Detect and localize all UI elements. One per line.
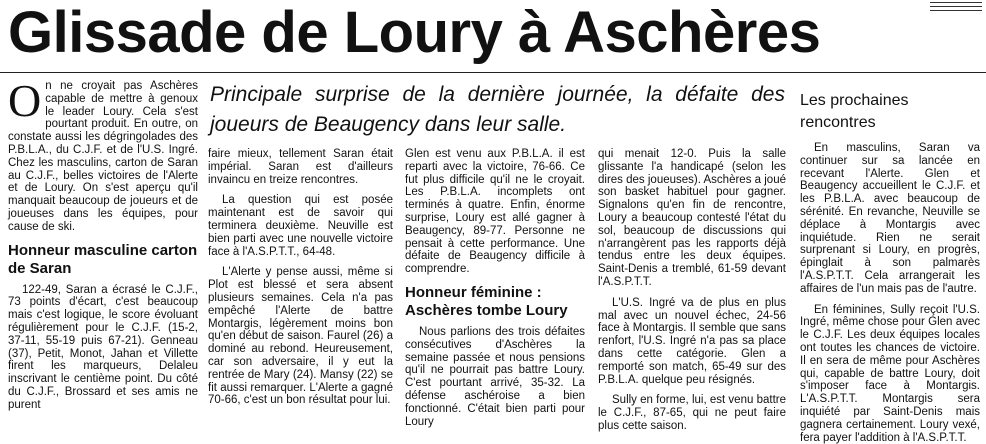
paragraph: faire mieux, tellement Saran était impérial. Saran est d'ailleurs invaincu en treize rencontres. xyxy=(208,148,393,186)
paragraph: En masculins, Saran va continuer sur sa lancée en recevant l'Alerte. Glen et Beaugency accueillent le C.J.F. et les P.B.L.A. avec beaucoup de sérénité. En revanche, Neuville se déplace à Montargis avec inquiétude. Rien ne serait surprenant si Loury, en progrès, épinglait à son palmarès l'A.S.P.T.T. Cela arrangerait les affaires de l'un mais pas de l'autre. xyxy=(800,142,980,295)
column-2 xyxy=(208,148,393,432)
paragraph: Sully en forme, lui, est venu battre le C.J.F., 87-65, qui ne peut faire plus cette saison. xyxy=(598,394,786,432)
column-3 xyxy=(405,148,585,432)
paragraph: Nous parlions des trois défaites consécutives d'Aschères la semaine passée et nous pensions qu'il ne pourrait pas battre Loury. C'est pourtant arrivé, 35-32. La défense aschéroise a bien fonctionné. C'était bien parti pour Loury xyxy=(405,325,585,428)
subheading: Honneur masculine carton de Saran xyxy=(8,241,198,277)
subheading: Les prochaines rencontres xyxy=(800,92,909,131)
drop-cap: O xyxy=(8,75,42,126)
subheading: Honneur féminine : Aschères tombe Loury xyxy=(405,283,568,319)
column-5 xyxy=(800,90,980,444)
paragraph: Glen est venu aux P.B.L.A. il est reparti avec la victoire, 76-66. Ce fut plus difficile qu'il ne le croyait. Les P.B.L.A. incomplets ont terminés à quatre. Enfin, énorme surprise, Loury est allé gagner à Beaugency, 89-77. Personne ne pensait à cette performance. Une défaite de Beaugency difficile à comprendre. xyxy=(405,148,585,276)
paragraph: La question qui est posée maintenant est de savoir qui terminera deuxième. Neuville est bien parti avec une nouvelle victoire face à l'A.S.P.T.T., 64-48. xyxy=(208,194,393,258)
column-1 xyxy=(8,75,198,430)
standfirst: Principale surprise de la dernière journée, la défaite des joueurs de Beaugency dans leur salle. xyxy=(210,83,785,136)
headline: Glissade de Loury à Aschères xyxy=(8,0,821,65)
lead-paragraph: On ne croyait pas Aschères capable de mettre à genoux le leader Loury. Cela s'est pourtant produit. En outre, on constate aussi les dégringolades des P.B.L.A., du C.J.F. et de l'U.S. Ingré. Chez les masculins, carton de Saran au C.J.F., belles victoires de l'Alerte et de Loury. On s'est aperçu qu'il manquait beaucoup de joueurs et de joueuses dans les équipes, pour cause de ski. xyxy=(8,75,198,233)
corner-rule xyxy=(930,10,982,25)
column-4 xyxy=(598,148,786,432)
headline-rule xyxy=(0,72,986,73)
paragraph: En féminines, Sully reçoit l'U.S. Ingré, même chose pour Glen avec le C.J.F. Les deux équipes locales ont toutes les chances de victoire. Il en sera de même pour Aschères qui, capable de battre Loury, doit s'imposer face à Montargis. L'A.S.P.T.T. Montargis sera inquiété par Saint-Denis mais gagnera certainement. Loury vexé, fera payer l'addition à l'A.S.P.T.T. xyxy=(800,303,980,444)
paragraph: L'Alerte y pense aussi, même si Plot est blessé et sera absent plusieurs semaines. Cela n'a pas empêché l'Alerte de battre Montargis, légèrement moins bon qu'en début de saison. Faurel (26) a dominé au rebond. Heureusement, car son adversaire, il y eut la rentrée de Mary (24). Mansy (22) se fit aussi remarquer. L'Alerte a gagné 70-66, c'est un bon résultat pour lui. xyxy=(208,266,393,407)
paragraph: qui menait 12-0. Puis la salle glissante l'a handicapé (selon les dires des joueuses). Aschères a joué son basket habituel pour gagner. Signalons qu'en fin de rencontre, Loury a beaucoup contesté l'état du sol, beaucoup de discussions qui n'arrangèrent pas les rapports déjà tendus entre les deux équipes. Saint-Denis a tremblé, 61-59 devant l'A.S.P.T.T. xyxy=(598,148,786,288)
paragraph: L'U.S. Ingré va de plus en plus mal avec un nouvel échec, 24-56 face à Montargis. Il semble que sans renfort, l'U.S. Ingré n'a pas sa place dans cette catégorie. Glen a remporté son match, 65-49 sur des P.B.L.A. quelque peu résignés. xyxy=(598,296,786,386)
paragraph: 122-49, Saran a écrasé le C.J.F., 73 points d'écart, c'est beaucoup mais c'est logique, le score évoluant régulièrement pour le C.J.F. (15-2, 37-11, 55-19 puis 67-21). Genneau (37), Petit, Monot, Jahan et Villette firent les marqueurs, Delaleu inscrivant le centième point. Du côté du C.J.F., Brossard et ses amis ne purent xyxy=(8,283,198,411)
